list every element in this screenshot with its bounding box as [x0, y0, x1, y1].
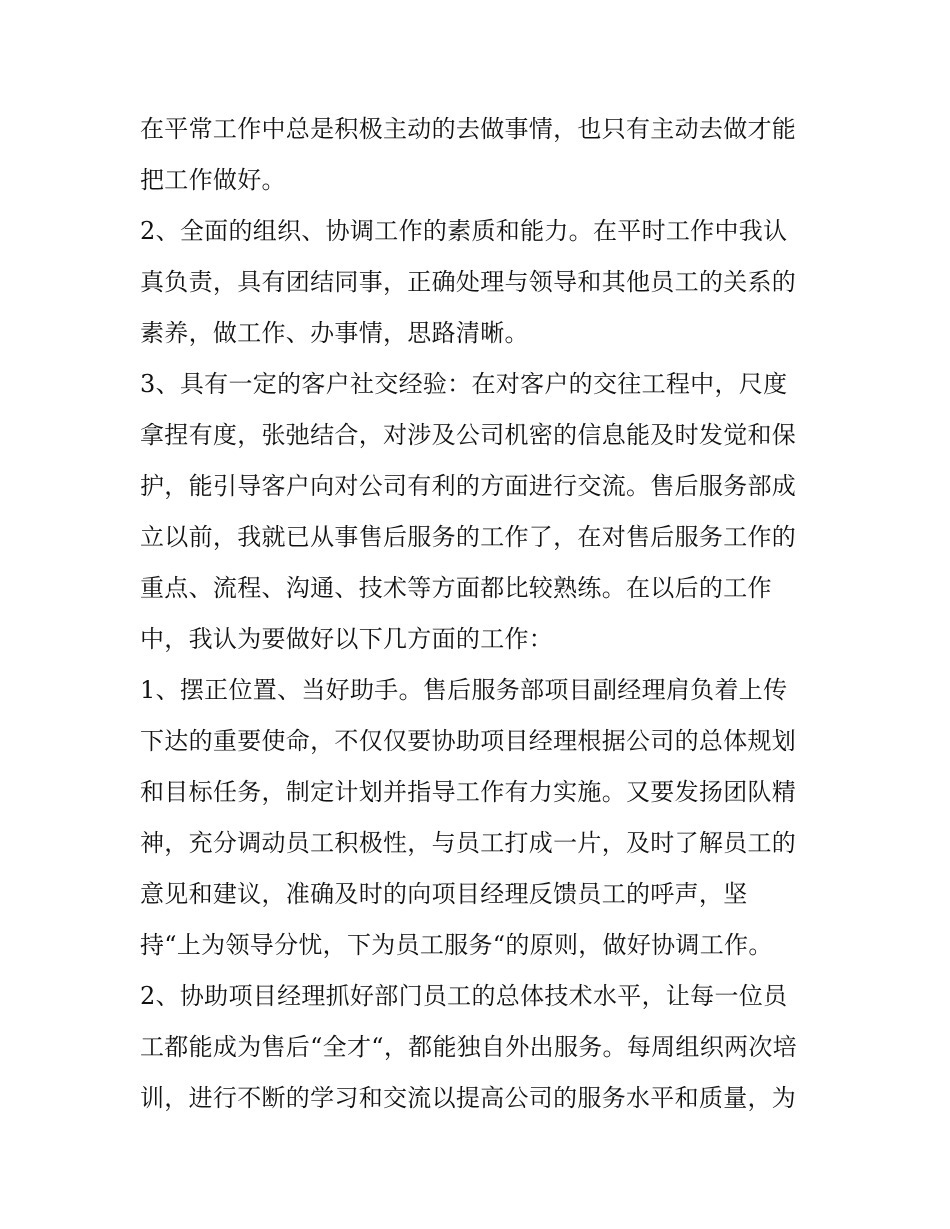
text-line: 下达的重要使命，不仅仅要协助项目经理根据公司的总体规划	[140, 727, 797, 755]
text-line: 中，我认为要做好以下几方面的工作：	[140, 625, 554, 653]
text-line: 重点、流程、沟通、技术等方面都比较熟练。在以后的工作	[140, 574, 772, 602]
text-line: 素养，做工作、办事情，思路清晰。	[140, 319, 529, 347]
text-line: 2、全面的组织、协调工作的素质和能力。在平时工作中我认	[140, 217, 788, 245]
text-line: 1、摆正位置、当好助手。售后服务部项目副经理肩负着上传	[140, 676, 788, 704]
text-line: 立以前，我就已从事售后服务的工作了，在对售后服务工作的	[140, 523, 797, 551]
text-line: 工都能成为售后“全才“，都能独自外出服务。每周组织两次培	[140, 1033, 797, 1061]
text-line: 在平常工作中总是积极主动的去做事情，也只有主动去做才能	[140, 115, 797, 143]
text-line: 神，充分调动员工积极性，与员工打成一片，及时了解员工的	[140, 829, 797, 857]
text-line: 和目标任务，制定计划并指导工作有力实施。又要发扬团队精	[140, 778, 797, 806]
text-line: 真负责，具有团结同事，正确处理与领导和其他员工的关系的	[140, 268, 797, 296]
text-line: 护，能引导客户向对公司有利的方面进行交流。售后服务部成	[140, 472, 797, 500]
text-line: 意见和建议，准确及时的向项目经理反馈员工的呼声，坚	[140, 880, 748, 908]
text-line: 持“上为领导分忧，下为员工服务“的原则，做好协调工作。	[140, 931, 773, 959]
text-line: 训，进行不断的学习和交流以提高公司的服务水平和质量，为	[140, 1084, 797, 1112]
text-line: 把工作做好。	[140, 166, 286, 194]
text-line: 拿捏有度，张弛结合，对涉及公司机密的信息能及时发觉和保	[140, 421, 797, 449]
text-line: 2、协助项目经理抓好部门员工的总体技术水平，让每一位员	[140, 982, 788, 1010]
text-line: 3、具有一定的客户社交经验：在对客户的交往工程中，尺度	[140, 370, 788, 398]
body-text	[140, 104, 830, 1124]
